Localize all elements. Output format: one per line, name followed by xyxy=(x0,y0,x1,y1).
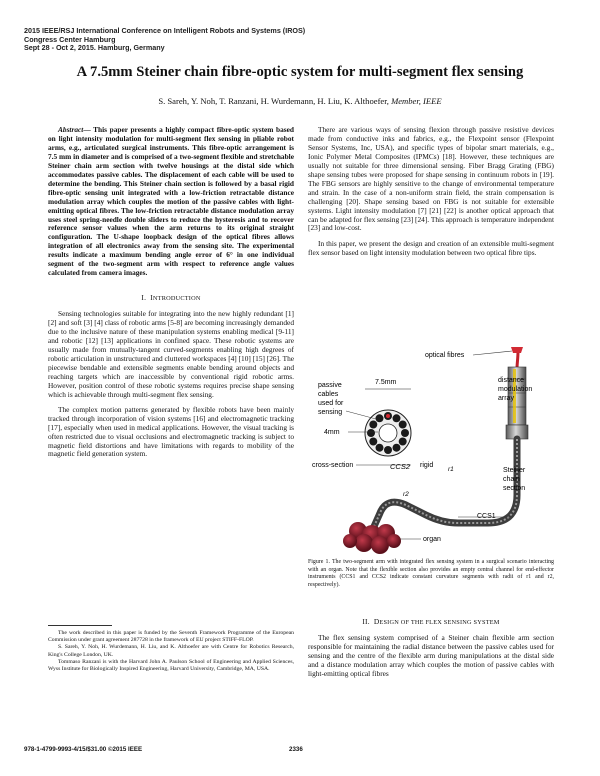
conference-header xyxy=(24,27,305,53)
conference-name: 2015 IEEE/RSJ International Conference on Intelligent Robots and Systems (IROS) xyxy=(24,26,306,35)
label-array: array xyxy=(498,395,514,402)
isbn-line: 978-1-4799-9993-4/15/$31.00 ©2015 IEEE xyxy=(24,746,143,753)
label-sensing: sensing xyxy=(318,409,343,416)
footnote-funding: The work described in this paper is funded by the Seventh Framework Programme of the European Commission under grant agreement 287728 in the framework of EU project STIFF-FLOP. xyxy=(48,630,294,644)
footnote-rule xyxy=(48,625,112,626)
page-number: 2336 xyxy=(289,746,303,753)
abstract xyxy=(48,126,294,278)
section2-numeral: II. xyxy=(362,617,370,626)
related-work-paragraph: There are various ways of sensing flexion through passive resistive devices made from conductive inks and fabrics, e.g., the Flexpoint sensor (Flexpoint Sensor Systems, Inc, USA), and specific types of bipolar smart materials, e.g., Ionic Polymer Metal Composites (IPMCs) [18]. However, these techniques are usually not suitable for three dimensional sensing. Fiber Bragg Grating (FBG) shape sensing tubes were proposed for shape sensing in continuum robots in [19]. The FBG sensors are highly sensitive to the change of environmental temperature and strain. In the case of a non-uniform strain field, the strain compensation is challenging [20]. Shape sensing based on FBG is not suitable for extensible systems. Light intensity modulation [7] [21] [22] is another optical approach that can be adapted for flex sensing [23] [24]. This approach is temperature independent [23] and low-cost. xyxy=(308,125,554,233)
label-organ: organ xyxy=(423,536,441,543)
footnotes xyxy=(48,630,294,673)
intro-paragraph-2: The complex motion patterns generated by flexible robots have been mainly tracked through incorporation of vision systems [16] and electromagnetic tracking [17], especially when used in medical applications. However, the visual tracking is often restricted due to visual occlusions and electromagnetic tracking is subject to magnetic field distortions and have limitations with regards to mobility of the magnetic field generation system. xyxy=(48,404,294,459)
label-passive: passive xyxy=(318,382,342,389)
label-modulation: modulation xyxy=(498,386,533,393)
section2-title-rest: ESIGN OF THE FLEX SENSING SYSTEM xyxy=(379,619,500,626)
section-initial: I xyxy=(150,293,153,303)
footnote-affiliation-harvard: Tommaso Ranzani is with the Harvard John A. Paulson School of Engineering and Applied Sciences, Wyss Institute for Biologically Inspired Engineering, Harvard University, Cambridge, MA, USA. xyxy=(48,658,294,673)
abstract-label: Abstract xyxy=(58,125,84,134)
label-r1: r1 xyxy=(448,466,454,473)
cross-section-ring xyxy=(365,410,411,456)
label-ccs2: CCS2 xyxy=(390,462,411,471)
label-7-5mm: 7.5mm xyxy=(375,379,397,386)
right-column-top xyxy=(308,126,554,258)
section-numeral: I. xyxy=(141,293,147,303)
author-list xyxy=(0,96,600,106)
organ-drawing xyxy=(343,522,401,554)
intro-paragraph-1: Sensing technologies suitable for integrating into the new highly redundant [1] [2] and soft [3] [4] class of robotic arms [5-8] are becoming increasingly demanded due to the inclusive nature of these manipulation systems enabling medical [9-11] and robotic [12] [13] applications in confined space. These robotic systems are usually made from mutually-tangent curved-segments enabling high degrees of robotic articulation in unstructured and cluttered workspaces [4] [10] [15] [26]. The piecewise bendable and extensible segments enable bending around objects and reaching targets which are inaccessible by conventional rigid robotic arms. However, position control of these robotic systems requires precise shape sensing which is achievable through multi-segment flex sensing. xyxy=(48,309,294,399)
optical-fibres-drawing xyxy=(511,347,523,369)
paper-title: A 7.5mm Steiner chain fibre-optic system for multi-segment flex sensing xyxy=(76,64,524,80)
conference-venue: Congress Center Hamburg xyxy=(24,34,116,44)
figure-1-caption: Figure 1. The two-segment arm with integrated flex sensing system in a surgical scenario interacting with an organ. Note that the flexible section also provides an empty central channel for end-effector instruments (CCS1 and CCS2 indicate constant curvature segments with radii of r1 and r2, respectively). xyxy=(308,559,554,588)
author-role: Member, IEEE xyxy=(391,96,442,106)
left-column xyxy=(48,126,294,459)
label-steiner: Steiner xyxy=(503,467,526,474)
label-distance: distance xyxy=(498,377,525,384)
label-4mm: 4mm xyxy=(324,429,340,436)
figure-1 xyxy=(308,345,554,557)
label-chain: chain xyxy=(503,476,520,483)
conference-dates: Sept 28 - Oct 2, 2015. Hamburg, Germany xyxy=(24,43,165,53)
label-optical-fibres: optical fibres xyxy=(425,352,465,359)
section-title-rest: NTRODUCTION xyxy=(152,295,201,303)
label-cables: cables xyxy=(318,391,339,398)
section-heading-design xyxy=(308,618,554,628)
label-r2: r2 xyxy=(403,491,409,498)
contribution-paragraph: In this paper, we present the design and creation of an extensible multi-segment flex sensor based on light intensity modulation between two optical fibre tips. xyxy=(308,239,554,258)
design-paragraph: The flex sensing system comprised of a Steiner chain flexible arm section responsible for maintaining the radial distance between the passive cables used for sensing and the centre of the flexible arm during manipulations at the distal side and a distance modulation array which couples the motion of passive cables with light-emitting optical fibres xyxy=(308,632,554,678)
right-column-bottom xyxy=(308,618,554,679)
label-used-for: used for xyxy=(318,400,344,407)
author-names: S. Sareh, Y. Noh, T. Ranzani, H. Wurdemann, H. Liu, K. Althoefer, xyxy=(158,96,389,106)
label-ccs1: CCS1 xyxy=(477,513,496,520)
label-cross-section: cross-section xyxy=(312,462,354,469)
section2-initial: D xyxy=(373,617,380,626)
section-heading-introduction xyxy=(48,294,294,304)
label-rigid: rigid xyxy=(420,462,434,469)
abstract-text: — This paper presents a highly compact fibre-optic system based on light intensity modulation for multi-segment flex sensing in pliable robot arms, e.g., articulated surgical instruments. This fibre-optic arrangement is 7.5 mm in diameter and is comprised of a two-segment flexible and stretchable Steiner chain arm section with twelve housings at the distal side which accommodates passive cables. The displacement of each cable will be used to determine the bending. This Steiner chain section is followed by a basal rigid fibre-optic sensing unit integrated with a low-friction retractable distance modulation array which couples the motion of the passive cables with light-emitting optical fibres. The low-friction retractable distance modulation array uses steel spring-needle double sliders to reduce the hysteresis and to recover reference sensor values when the arm returns to its original straight configuration. The U-shape loopback design of the optical fibres allows integration of all electronics away from the sensing site. The experimental results indicate a maximum bending angle error of 6° in one individual segment of the two-segment arm with respect to reference angle values calculated from camera images. xyxy=(48,125,294,278)
footnote-affiliation-kcl: S. Sareh, Y. Noh, H. Wurdemann, H. Liu, and K. Althoefer are with Centre for Robotics Research, King's College London, UK. xyxy=(48,644,294,658)
label-section: section xyxy=(503,485,526,492)
